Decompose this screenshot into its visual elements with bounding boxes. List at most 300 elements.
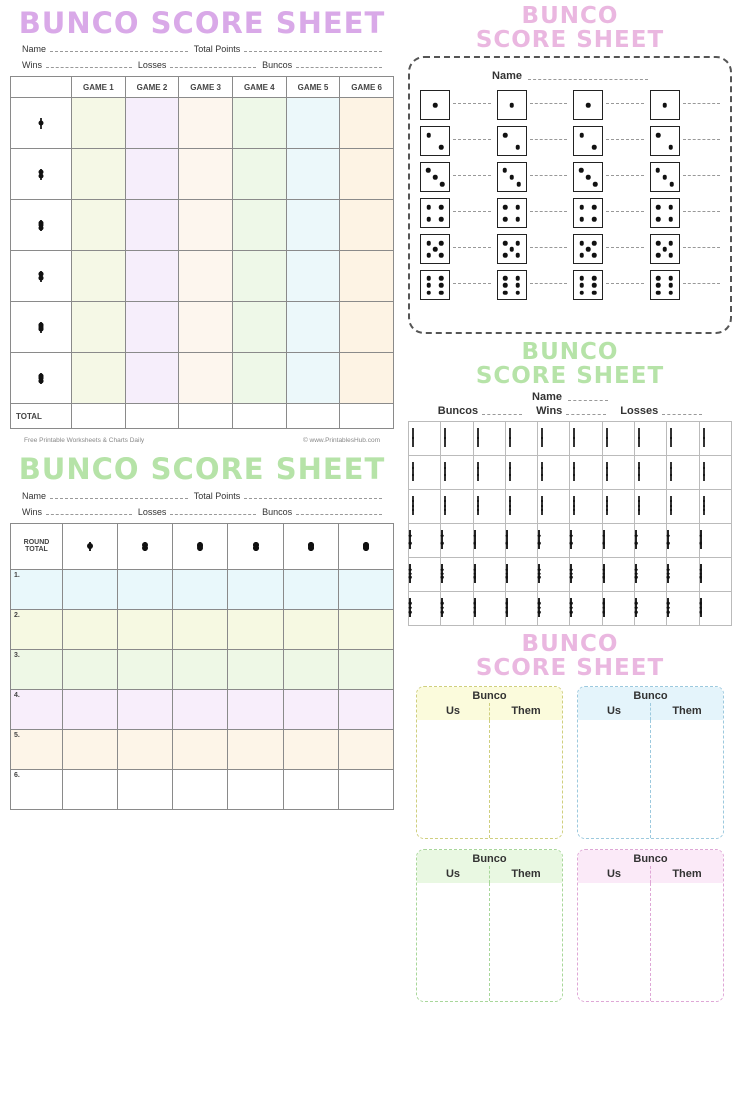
row-dice-cell (11, 200, 72, 251)
column-header-them: Them (511, 867, 541, 880)
tally-cell[interactable] (409, 557, 441, 591)
write-area-us[interactable] (578, 883, 651, 1001)
dice-6-icon (650, 270, 680, 300)
tally-cell[interactable] (602, 523, 634, 557)
tally-cell[interactable] (409, 421, 441, 455)
score-cell[interactable] (283, 729, 338, 769)
dice-2-icon (703, 462, 705, 481)
tally-cell[interactable] (570, 489, 602, 523)
dice-6-icon (441, 598, 443, 617)
write-line-losses-2[interactable] (170, 513, 256, 515)
score-cell[interactable] (72, 251, 126, 302)
sheet2-field-row-2 (10, 507, 394, 517)
col-header-dice-4 (228, 523, 283, 569)
write-line[interactable] (453, 174, 491, 176)
score-cell[interactable] (232, 251, 286, 302)
dice-1-icon (509, 428, 511, 447)
dice-entry-cell[interactable] (573, 90, 644, 120)
score-cell[interactable] (125, 251, 179, 302)
tally-cell[interactable] (473, 421, 505, 455)
dice-6-icon (420, 270, 450, 300)
card-write-area (578, 720, 723, 838)
write-line-name[interactable] (50, 50, 188, 52)
write-line-name-2[interactable] (50, 497, 188, 499)
tally-cell[interactable] (409, 489, 441, 523)
score-cell[interactable] (286, 200, 340, 251)
write-line[interactable] (530, 210, 568, 212)
dice-entry-row (420, 90, 720, 120)
tally-cell[interactable] (667, 421, 699, 455)
write-line[interactable] (530, 102, 568, 104)
row-dice-cell (11, 149, 72, 200)
tally-cell[interactable] (602, 455, 634, 489)
write-line[interactable] (453, 282, 491, 284)
footer-credit: Free Printable Worksheets & Charts Daily (24, 437, 145, 445)
write-line[interactable] (530, 246, 568, 248)
tally-cell[interactable] (635, 591, 667, 625)
score-cell[interactable] (63, 609, 118, 649)
tally-cell[interactable] (441, 421, 473, 455)
score-cell[interactable] (173, 729, 228, 769)
score-cell[interactable] (72, 302, 126, 353)
score-cell[interactable] (173, 649, 228, 689)
dice-entry-cell[interactable] (420, 198, 491, 228)
tally-cell[interactable] (441, 523, 473, 557)
tally-cell[interactable] (441, 489, 473, 523)
dice-2-icon (573, 126, 603, 156)
write-line[interactable] (683, 210, 721, 212)
sheet-us-them (408, 632, 732, 1002)
score-cell[interactable] (118, 689, 173, 729)
dice-2-icon (477, 462, 479, 481)
score-cell[interactable] (72, 353, 126, 404)
dice-entry-cell[interactable] (420, 162, 491, 192)
write-line[interactable] (530, 282, 568, 284)
dice-3-icon (412, 496, 414, 515)
tally-cell[interactable] (538, 591, 570, 625)
total-cell[interactable] (232, 404, 286, 429)
dice-entry-cell[interactable] (573, 162, 644, 192)
dice-entry-cell[interactable] (573, 198, 644, 228)
dice-5-icon (474, 564, 476, 583)
tally-cell[interactable] (635, 523, 667, 557)
field-label-total-points: Total Points (193, 44, 241, 55)
card-title: Bunco (417, 850, 562, 866)
card-title: Bunco (578, 850, 723, 866)
score-cell[interactable] (63, 649, 118, 689)
score-cell[interactable] (286, 353, 340, 404)
field-label-buncos-2: Buncos (262, 506, 293, 517)
table-row (11, 98, 394, 149)
tally-cell[interactable] (667, 489, 699, 523)
write-line-buncos-4[interactable] (482, 413, 522, 415)
dice-4-icon (573, 198, 603, 228)
col-header-2: GAME 2 (125, 77, 179, 98)
tally-cell[interactable] (635, 489, 667, 523)
sheet-classic-grid (4, 4, 400, 446)
dice-entry-cell[interactable] (420, 126, 491, 156)
dice-4-icon (497, 198, 527, 228)
tally-cell[interactable] (602, 591, 634, 625)
write-line[interactable] (606, 138, 644, 140)
tally-cell[interactable] (570, 455, 602, 489)
write-area-them[interactable] (651, 883, 723, 1001)
dice-3-icon (40, 220, 42, 231)
score-cell[interactable] (179, 251, 233, 302)
tally-cell[interactable] (505, 489, 537, 523)
dice-1-icon (497, 90, 527, 120)
score-cell[interactable] (72, 98, 126, 149)
tally-row (409, 523, 732, 557)
score-cell[interactable] (228, 769, 283, 809)
dice-entry-cell[interactable] (650, 198, 721, 228)
score-cell[interactable] (179, 302, 233, 353)
score-cell[interactable] (118, 769, 173, 809)
tally-cell[interactable] (473, 523, 505, 557)
score-cell[interactable] (173, 569, 228, 609)
score-cell[interactable] (338, 689, 393, 729)
tally-cell[interactable] (505, 421, 537, 455)
write-area-us[interactable] (417, 720, 490, 838)
sheet-tally (408, 340, 732, 625)
write-line-name-3[interactable] (528, 78, 648, 80)
tally-cell[interactable] (699, 421, 731, 455)
tally-cell[interactable] (538, 523, 570, 557)
dice-entry-cell[interactable] (497, 198, 568, 228)
score-cell[interactable] (340, 353, 394, 404)
tally-cell[interactable] (538, 489, 570, 523)
score-cell[interactable] (340, 149, 394, 200)
score-cell[interactable] (118, 649, 173, 689)
total-cell[interactable] (286, 404, 340, 429)
bunco-us-them-card (577, 686, 724, 839)
score-cell[interactable] (118, 569, 173, 609)
score-cell[interactable] (63, 729, 118, 769)
score-cell[interactable] (63, 769, 118, 809)
dice-5-icon (635, 564, 637, 583)
row-dice-cell (11, 353, 72, 404)
dice-1-icon (420, 90, 450, 120)
tally-cell[interactable] (538, 557, 570, 591)
column-header-them: Them (672, 704, 702, 717)
write-line[interactable] (683, 138, 721, 140)
dice-5-icon (538, 564, 540, 583)
sheet4-tally-table (408, 421, 732, 626)
dice-entry-cell[interactable] (497, 90, 568, 120)
score-cell[interactable] (340, 302, 394, 353)
score-cell[interactable] (72, 149, 126, 200)
dice-1-icon (573, 428, 575, 447)
dice-entry-cell[interactable] (573, 234, 644, 264)
score-cell[interactable] (283, 689, 338, 729)
tally-cell[interactable] (635, 455, 667, 489)
write-line-buncos[interactable] (296, 66, 382, 68)
write-line-wins-2[interactable] (46, 513, 132, 515)
row-dice-cell (11, 251, 72, 302)
dice-entry-cell[interactable] (650, 234, 721, 264)
score-cell[interactable] (228, 689, 283, 729)
dice-3-icon (497, 162, 527, 192)
dice-1-icon (40, 118, 42, 129)
tally-cell[interactable] (635, 421, 667, 455)
score-cell[interactable] (173, 769, 228, 809)
table-row (11, 569, 394, 609)
tally-cell[interactable] (505, 591, 537, 625)
total-cell[interactable] (72, 404, 126, 429)
dice-entry-cell[interactable] (420, 270, 491, 300)
score-cell[interactable] (72, 200, 126, 251)
tally-row (409, 591, 732, 625)
dice-4-icon (40, 271, 42, 282)
dice-4-icon (409, 530, 411, 549)
write-line-name-4[interactable] (568, 399, 608, 401)
score-cell[interactable] (338, 729, 393, 769)
score-cell[interactable] (340, 251, 394, 302)
score-cell[interactable] (228, 569, 283, 609)
dice-4-icon (420, 198, 450, 228)
col-header-4: GAME 4 (232, 77, 286, 98)
total-cell[interactable] (179, 404, 233, 429)
score-cell[interactable] (338, 649, 393, 689)
tally-cell[interactable] (473, 591, 505, 625)
page-title-1: BUNCO SCORE SHEET (18, 6, 386, 40)
page-title-3-line2: SCORE SHEET (475, 27, 665, 54)
tally-cell[interactable] (409, 591, 441, 625)
score-cell[interactable] (232, 98, 286, 149)
score-cell[interactable] (179, 149, 233, 200)
write-line-total-points[interactable] (244, 50, 382, 52)
dice-5-icon (420, 234, 450, 264)
dice-4-icon (700, 530, 702, 549)
write-line[interactable] (606, 174, 644, 176)
write-area-them[interactable] (651, 720, 723, 838)
score-cell[interactable] (286, 251, 340, 302)
score-cell[interactable] (286, 302, 340, 353)
dice-entry-cell[interactable] (573, 270, 644, 300)
round-label-cell: 6. (11, 769, 63, 809)
tally-cell[interactable] (699, 489, 731, 523)
total-label: TOTAL (11, 404, 72, 429)
card-column-headers (578, 703, 723, 720)
score-cell[interactable] (340, 200, 394, 251)
tally-cell[interactable] (635, 557, 667, 591)
score-cell[interactable] (228, 729, 283, 769)
write-line[interactable] (606, 282, 644, 284)
write-area-them[interactable] (490, 720, 562, 838)
dice-5-icon (310, 542, 312, 551)
round-label-cell: 3. (11, 649, 63, 689)
dice-entry-row (420, 126, 720, 156)
score-cell[interactable] (118, 729, 173, 769)
dice-2-icon (420, 126, 450, 156)
score-cell[interactable] (179, 353, 233, 404)
dice-entry-cell[interactable] (497, 234, 568, 264)
score-cell[interactable] (228, 649, 283, 689)
score-cell[interactable] (118, 609, 173, 649)
write-line[interactable] (683, 282, 721, 284)
tally-cell[interactable] (473, 455, 505, 489)
tally-cell[interactable] (441, 591, 473, 625)
score-cell[interactable] (232, 302, 286, 353)
write-line[interactable] (453, 246, 491, 248)
dice-entry-cell[interactable] (497, 162, 568, 192)
tally-cell[interactable] (667, 591, 699, 625)
dice-1-icon (541, 428, 543, 447)
write-line[interactable] (453, 210, 491, 212)
tally-cell[interactable] (667, 455, 699, 489)
score-cell[interactable] (173, 609, 228, 649)
write-line[interactable] (530, 174, 568, 176)
dice-entry-cell[interactable] (650, 90, 721, 120)
tally-cell[interactable] (699, 523, 731, 557)
col-header-dice-5 (283, 523, 338, 569)
score-cell[interactable] (179, 98, 233, 149)
table-row (11, 649, 394, 689)
score-cell[interactable] (340, 98, 394, 149)
dice-entry-cell[interactable] (497, 126, 568, 156)
field-label-name: Name (22, 44, 47, 55)
write-area-us[interactable] (417, 883, 490, 1001)
page-title-2: BUNCO SCORE SHEET (18, 452, 386, 487)
score-cell[interactable] (179, 200, 233, 251)
write-line[interactable] (453, 138, 491, 140)
write-area-them[interactable] (490, 883, 562, 1001)
write-line[interactable] (683, 246, 721, 248)
dice-4-icon (506, 530, 508, 549)
write-line[interactable] (683, 174, 721, 176)
tally-cell[interactable] (409, 455, 441, 489)
tally-row (409, 455, 732, 489)
tally-cell[interactable] (699, 591, 731, 625)
write-line[interactable] (606, 102, 644, 104)
dice-entry-cell[interactable] (497, 270, 568, 300)
tally-cell[interactable] (505, 557, 537, 591)
score-cell[interactable] (228, 609, 283, 649)
score-cell[interactable] (338, 569, 393, 609)
dice-1-icon (703, 428, 705, 447)
write-line-buncos-2[interactable] (296, 513, 382, 515)
col-header-5: GAME 5 (286, 77, 340, 98)
tally-cell[interactable] (538, 455, 570, 489)
score-cell[interactable] (232, 353, 286, 404)
card-write-area (417, 883, 562, 1001)
tally-cell[interactable] (538, 421, 570, 455)
dice-1-icon (412, 428, 414, 447)
row-dice-cell (11, 98, 72, 149)
dice-3-icon (670, 496, 672, 515)
tally-cell[interactable] (699, 455, 731, 489)
tally-cell[interactable] (570, 557, 602, 591)
dice-entry-cell[interactable] (420, 234, 491, 264)
bunco-us-them-card (577, 849, 724, 1002)
score-cell[interactable] (125, 98, 179, 149)
table-row (11, 251, 394, 302)
tally-cell[interactable] (473, 489, 505, 523)
score-cell[interactable] (283, 769, 338, 809)
dice-entry-cell[interactable] (650, 162, 721, 192)
score-cell[interactable] (338, 609, 393, 649)
tally-cell[interactable] (570, 591, 602, 625)
write-line[interactable] (453, 102, 491, 104)
write-area-us[interactable] (578, 720, 651, 838)
dice-4-icon (474, 530, 476, 549)
sheet4-stats-row (408, 405, 732, 417)
total-cell[interactable] (340, 404, 394, 429)
score-cell[interactable] (283, 569, 338, 609)
dice-entry-cell[interactable] (420, 90, 491, 120)
table-row (11, 689, 394, 729)
write-line-total-points-2[interactable] (244, 497, 382, 499)
tally-cell[interactable] (505, 455, 537, 489)
tally-cell[interactable] (602, 557, 634, 591)
us-them-card-grid (408, 686, 732, 1002)
table-row (11, 729, 394, 769)
field-label-name-4: Name (532, 390, 562, 403)
dice-5-icon (650, 234, 680, 264)
score-cell[interactable] (63, 569, 118, 609)
score-cell[interactable] (286, 98, 340, 149)
column-header-them: Them (511, 704, 541, 717)
score-cell[interactable] (283, 649, 338, 689)
tally-cell[interactable] (667, 557, 699, 591)
write-line-losses[interactable] (170, 66, 256, 68)
sheet2-score-table (10, 523, 394, 810)
dice-entry-cell[interactable] (650, 126, 721, 156)
dice-entry-cell[interactable] (650, 270, 721, 300)
tally-cell[interactable] (602, 489, 634, 523)
score-cell[interactable] (338, 769, 393, 809)
tally-cell[interactable] (570, 523, 602, 557)
dice-entry-cell[interactable] (573, 126, 644, 156)
tally-cell[interactable] (602, 421, 634, 455)
tally-cell[interactable] (409, 523, 441, 557)
write-line-wins[interactable] (46, 66, 132, 68)
score-cell[interactable] (232, 149, 286, 200)
dice-4-icon (650, 198, 680, 228)
page-title-5-line1: BUNCO (521, 630, 619, 657)
tally-cell[interactable] (441, 557, 473, 591)
tally-cell[interactable] (505, 523, 537, 557)
write-line[interactable] (530, 138, 568, 140)
field-label-name-2: Name (22, 490, 47, 501)
score-cell[interactable] (63, 689, 118, 729)
write-line-losses-4[interactable] (662, 413, 702, 415)
dice-2-icon (40, 169, 42, 180)
score-cell[interactable] (232, 200, 286, 251)
score-cell[interactable] (286, 149, 340, 200)
tally-cell[interactable] (570, 421, 602, 455)
dice-6-icon (700, 598, 702, 617)
score-cell[interactable] (125, 353, 179, 404)
tally-cell[interactable] (667, 523, 699, 557)
score-cell[interactable] (125, 149, 179, 200)
score-cell[interactable] (125, 200, 179, 251)
tally-cell[interactable] (441, 455, 473, 489)
write-line[interactable] (683, 102, 721, 104)
dice-4-icon (635, 530, 637, 549)
score-cell[interactable] (125, 302, 179, 353)
score-cell[interactable] (283, 609, 338, 649)
score-cell[interactable] (173, 689, 228, 729)
tally-cell[interactable] (473, 557, 505, 591)
write-line[interactable] (606, 210, 644, 212)
write-line-wins-4[interactable] (566, 413, 606, 415)
dice-2-icon (541, 462, 543, 481)
total-cell[interactable] (125, 404, 179, 429)
dice-6-icon (570, 598, 572, 617)
tally-cell[interactable] (699, 557, 731, 591)
write-line[interactable] (606, 246, 644, 248)
